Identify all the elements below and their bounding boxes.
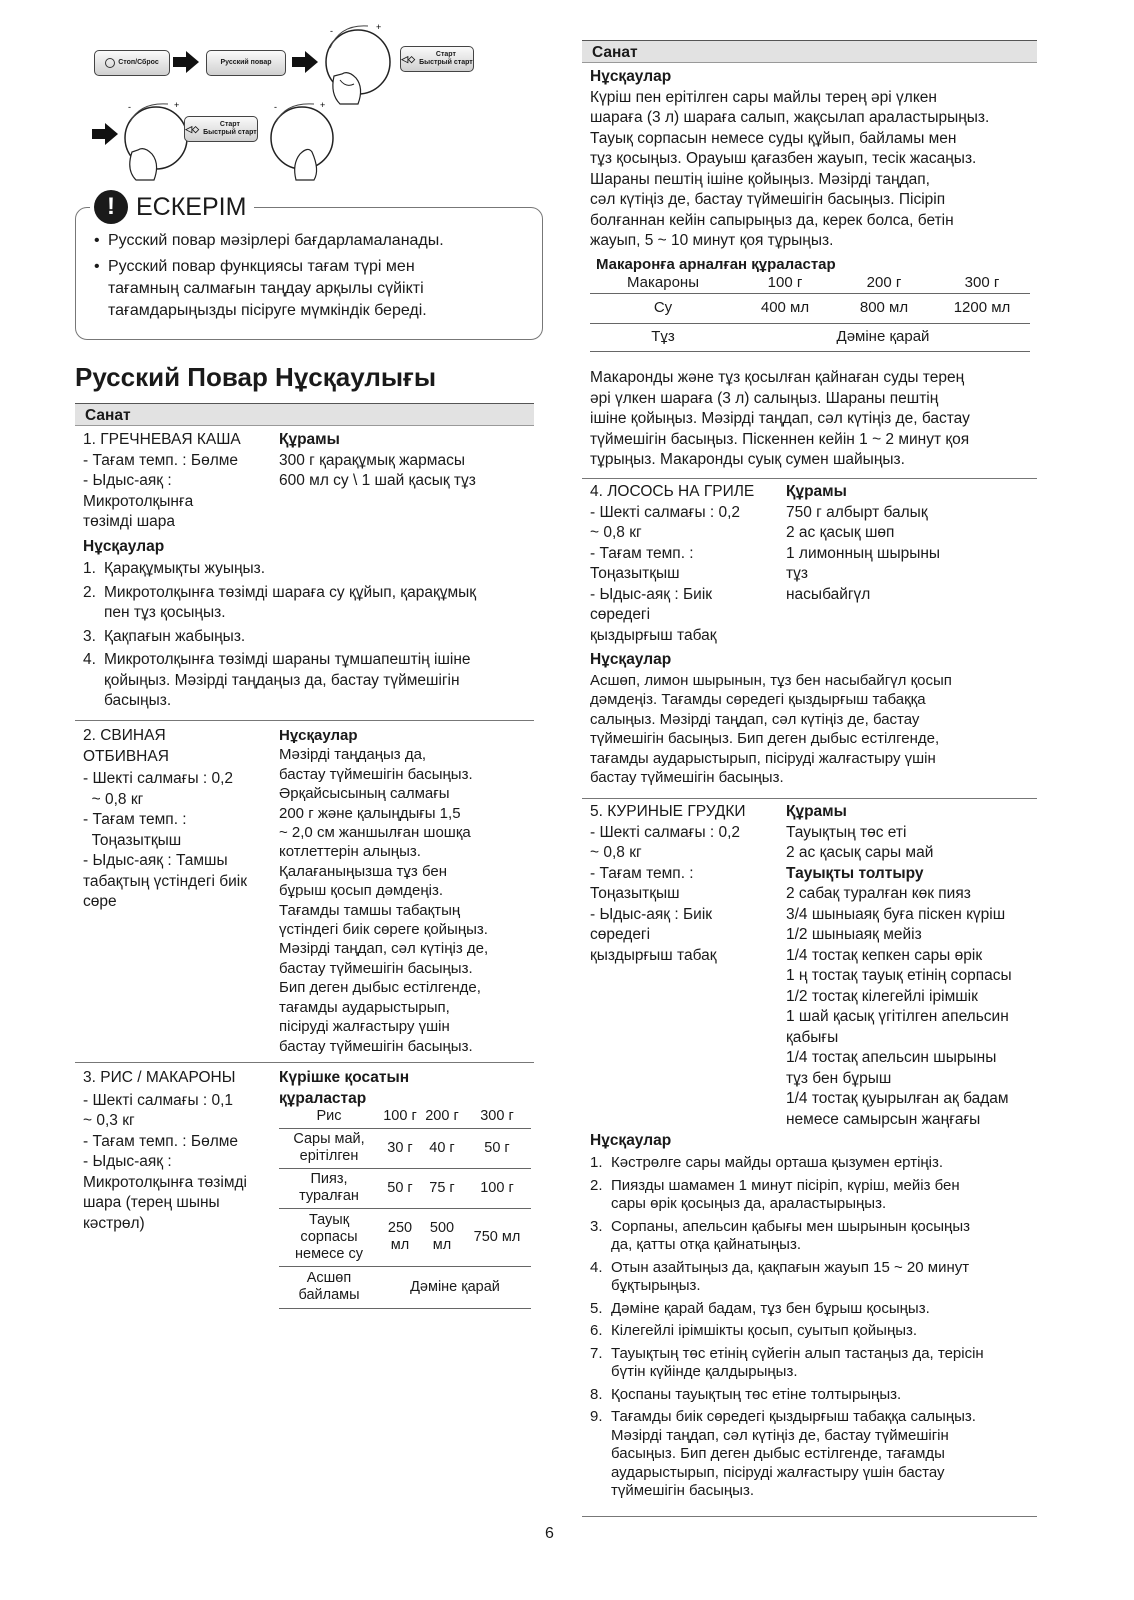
ingredient: 2 сабақ туралған көк пияз [786, 885, 971, 902]
recipe-title: 2. СВИНАЯ [83, 727, 166, 744]
recipe-param: - Ыдыс-аяқ : [83, 472, 172, 489]
recipe-param: - Ыдыс-аяқ : Биік [590, 905, 713, 923]
ingredient: 1/4 тостақ апельсин шырыны [786, 1049, 997, 1066]
table-header-row: Рис 100 г 200 г 300 г [316, 1108, 514, 1125]
start-icon: ◁◇ [185, 124, 200, 134]
instruction-step: 9. Тағамды биік сөредегі қыздырғыш табаққа салыңыз. Мәзірді таңдап, сәл күтіңіз де, бастау түймешігін басыңыз. Бип деген дыбыс естілгенде, тағамды аударыстырып, пісіруді жалғастыру үшін бастау түймешігін басыңыз. [590, 1408, 976, 1499]
recipe-param: шара (терең шыны [83, 1194, 220, 1211]
ingredient: 3/4 шыныаяқ буға піскен күріш [786, 905, 1006, 923]
section-divider [582, 1516, 1037, 1517]
russian-cook-label: Русский повар [220, 59, 272, 66]
filling-heading: Тауықты толтыру [786, 864, 924, 882]
dial-hand-icon [264, 96, 344, 189]
ingredient: тұз [786, 565, 808, 582]
stop-icon [105, 58, 115, 68]
instruction-step: 3. Сорпаны, апельсин қабығы мен шырынын қосыңыз да, қатты отқа қайнатыңыз. [590, 1217, 970, 1253]
recipe-param: сөре [83, 893, 117, 910]
quick-start-label: Быстрый старт [203, 129, 257, 136]
section-divider [75, 720, 534, 721]
ingredient: 1 лимонның шырыны [786, 544, 941, 562]
arrow-right-icon [173, 51, 199, 80]
ingredients-heading: Құрамы [786, 803, 847, 820]
recipe-param: сөредегі [590, 926, 651, 943]
instruction-step: 1. Кәстрөлге сары майды орташа қызумен ертіңіз. [590, 1154, 944, 1171]
section-divider [582, 478, 1037, 479]
start-button-illustration [400, 46, 474, 72]
recipe-param: Тоңазытқыш [590, 565, 680, 582]
page-title: Русский Повар Нұсқаулығы [75, 362, 437, 392]
ingredient: тұз бен бұрыш [786, 1069, 892, 1087]
chicken-instructions [590, 1131, 1036, 1501]
pasta-ingredients-table [590, 274, 1030, 352]
category-header: Санат [75, 403, 534, 426]
recipe-title: 3. РИС / МАКАРОНЫ [83, 1069, 236, 1086]
instruction-step: 4. Отын азайтыңыз да, қақпағын жауып 15 ~ 20 минут бұқтырыңыз. [590, 1258, 970, 1294]
recipe-param: ~ 0,3 кг [83, 1112, 135, 1129]
recipe-param: - Шекті салмағы : 0,2 [83, 770, 234, 787]
ingredient: 600 мл су \ 1 шай қасық тұз [279, 472, 476, 489]
recipe-title: ОТБИВНАЯ [83, 747, 169, 765]
note-title-area [90, 190, 254, 224]
recipe-param: - Шекті салмағы : 0,2 [590, 503, 741, 521]
recipe-param: - Тағам темп. : [590, 544, 694, 562]
recipe-param: Тоңазытқыш [590, 885, 680, 902]
instruction-step: 4. Микротолқынға төзімді шараны тұмшапештің ішіне қойыңыз. Мәзірді таңдаңыз да, бастау түймешігін басыңыз. [83, 651, 471, 709]
instructions-heading: Нұсқаулар [279, 727, 358, 744]
stop-reset-button-illustration [94, 50, 170, 76]
table-row: Асшөп байламы Дәміне қарай [279, 1266, 531, 1308]
recipe-param: қыздырғыш табақ [590, 626, 717, 644]
recipe-param: ~ 0,8 кг [590, 524, 642, 541]
recipe-param: Микротолқынға төзімді [83, 1173, 247, 1191]
svg-text:-: - [330, 26, 333, 36]
recipe-title: 5. КУРИНЫЕ ГРУДКИ [590, 803, 746, 820]
ingredient: 300 г қарақұмық жармасы [279, 451, 465, 469]
recipe-param: табақтың үстіндегі биік [83, 872, 248, 890]
ingredient: 1/2 шыныаяқ мейіз [786, 926, 922, 943]
recipe-param: сөредегі [590, 606, 651, 623]
ingredient: 2 ас қасық сары май [786, 844, 934, 861]
instructions-heading: Нұсқаулар [590, 1132, 672, 1149]
ingredients-heading: Құрамы [279, 431, 340, 448]
recipe-param: - Ыдыс-аяқ : [83, 1153, 172, 1170]
page-number: 6 [545, 1525, 554, 1542]
recipe-grilled-salmon: 4. ЛОСОСЬ НА ГРИЛЕ - Шекті салмағы : 0,2 ~ 0,8 кг - Тағам темп. : Тоңазытқыш - Ыдыс-аяқ : Биік сөредегі қыздырғыш табақ Құрамы 750 г албырт балық 2 ас қасық шөп 1 лимонның шырыны тұз насыбайгүл Нұсқаулар Асшөп, лимон шырынын, тұз бен насыбайгүл қосып дәмдеңіз. Тағамды сөредегі қыздырғыш табаққа салыңыз. Мәзірді таңдап, сәл күтіңіз де, бастау түймешігін басыңыз. Бип деген дыбыс естілгенде, тағамды аударыстырып, пісіруді жалғастыру үшін бастау түймешігін басыңыз. [590, 482, 1036, 788]
instruction-step: 6. Кілегейлі ірімшікты қосып, суытып қойыңыз. [590, 1322, 918, 1339]
ingredient: Тауықтың төс еті [786, 823, 907, 841]
note-title: ЕСКЕРІМ [136, 193, 247, 221]
recipe-title: 1. ГРЕЧНЕВАЯ КАША [83, 431, 241, 448]
ingredient: насыбайгүл [786, 585, 871, 603]
recipe-param: ~ 0,8 кг [83, 790, 144, 808]
rice-instructions: Нұсқаулар Күріш пен ерітілген сары майлы терең әрі үлкен шараға (3 л) шараға салып, жақсылап араластырыңыз. Тауық сорпасын немесе суды құйып, байламы мен тұз қосыңыз. Орауыш қағазбен жауып, тесік жасаңыз. Шараны пештің ішіне қойыңыз. Мәзірді таңдап, сәл күтіңіз де, бастау түймешігін басыңыз. Пісіріп болғаннан кейін сапырыңыз да, керек болса, бетін жауып, 5 ~ 10 минут қоя тұрыңыз. [590, 67, 1036, 252]
ingredient: 1/4 тостақ қуырылған ақ бадам [786, 1090, 1009, 1107]
instruction-step: 2. Пиязды шамамен 1 минут пісіріп, күріш, мейіз бен сары өрік қосыңыз да, араластырыңыз. [590, 1176, 960, 1212]
ingredient: қабығы [786, 1028, 839, 1046]
recipe-param: - Ыдыс-аяқ : Биік [590, 585, 713, 603]
instruction-step: 7. Тауықтың төс етінің сүйегін алып тастаңыз да, терісін бүтін күйінде қалдырыңыз. [590, 1344, 984, 1380]
recipe-param: - Шекті салмағы : 0,2 [590, 823, 741, 841]
instruction-step: 8. Қоспаны тауықтың төс етіне толтырыңыз. [590, 1385, 902, 1403]
svg-text:+: + [320, 100, 326, 110]
start-icon: ◁◇ [401, 54, 416, 64]
instruction-step: 3. Қақпағын жабыңыз. [83, 627, 246, 645]
recipe-param: кәстрөл) [83, 1214, 145, 1232]
recipe-title: 4. ЛОСОСЬ НА ГРИЛЕ [590, 483, 755, 500]
note-bullets [94, 230, 534, 322]
recipe-param: - Тағам темп. : [83, 811, 187, 828]
ingredient: 1/4 тостақ кепкен сары өрік [786, 946, 983, 964]
rice-ingredients-heading: Күрішке қосатын құраластар [279, 1069, 410, 1107]
ingredient: 1 ң тостақ тауық етінің сорпасы [786, 967, 1012, 984]
recipe-param: төзімді шара [83, 513, 176, 530]
ingredient: 2 ас қасық шөп [786, 524, 895, 541]
instruction-step: 5. Дәміне қарай бадам, тұз бен бұрыш қосыңыз. [590, 1299, 930, 1317]
ingredient: 1 шай қасық үгітілген апельсин [786, 1008, 1009, 1025]
recipe-buckwheat [83, 430, 533, 712]
ingredient: 1/2 тостақ кілегейлі ірімшік [786, 987, 978, 1005]
recipe-param: - Шекті салмағы : 0,1 [83, 1091, 234, 1109]
instruction-list [590, 1154, 1036, 1501]
russian-cook-button-illustration [206, 50, 286, 76]
instruction-list [83, 559, 533, 712]
table-row: Су 400 мл 800 мл 1200 мл [590, 293, 1030, 323]
ingredients-heading: Құрамы [786, 483, 847, 500]
note-bullet: • Русский повар функциясы тағам түрі мен тағамның салмағын таңдау арқылы сүйікті тағамдарыңызды пісіруге мүмкіндік береді. [94, 258, 427, 319]
recipe-param: Микротолқынға [83, 492, 194, 510]
instruction-step: 2. Микротолқынға төзімді шараға су құйып, қарақұмық пен тұз қосыңыз. [83, 583, 477, 621]
button-sequence-diagram [88, 18, 498, 178]
recipe-chicken-breast [590, 802, 1036, 1130]
recipe-param: ~ 0,8 кг [590, 844, 642, 861]
instructions-heading: Нұсқаулар [590, 68, 672, 85]
instruction-step: 1. Қарақұмықты жуыңыз. [83, 560, 266, 577]
rice-ingredients-table [279, 1106, 531, 1309]
pasta-instructions: Макаронды және тұз қосылған қайнаған суды терең әрі үлкен шараға (3 л) салыңыз. Шараны пештің ішіне қойыңыз. Мәзірді таңдап, сәл күтіңіз де, бастау түймешігін басыңыз. Піскеннен кейін 1 ~ 2 минут қоя тұрыңыз. Макаронды суық сумен шайыңыз. [590, 369, 970, 468]
start-button-illustration [184, 116, 258, 142]
table-row: Сары май, ерітілген 30 г 40 г 50 г [279, 1128, 531, 1168]
instructions-heading: Нұсқаулар [590, 651, 672, 668]
arrow-right-icon [92, 123, 118, 152]
recipe-param: - Тағам темп. : Бөлме [83, 1132, 239, 1150]
svg-text:+: + [376, 22, 382, 32]
start-label: Старт [219, 121, 240, 128]
section-divider [582, 798, 1037, 799]
start-label: Старт [435, 51, 456, 58]
recipe-param: - Тағам темп. : [590, 864, 694, 882]
pasta-ingredients-heading: Макаронға арналған құраластар [596, 256, 836, 273]
section-divider [75, 1062, 534, 1063]
recipe-param: қыздырғыш табақ [590, 946, 717, 964]
category-header: Санат [582, 40, 1037, 63]
table-header-row: Макароны 100 г 200 г 300 г [590, 274, 1030, 293]
svg-text:-: - [274, 102, 277, 112]
recipe-param: - Ыдыс-аяқ : Тамшы [83, 852, 228, 869]
quick-start-label: Быстрый старт [419, 59, 473, 66]
svg-text:-: - [128, 102, 131, 112]
recipe-param: Тоңазытқыш [83, 831, 182, 849]
arrow-right-icon [292, 51, 318, 80]
ingredient: немесе самырсын жаңғағы [786, 1110, 981, 1128]
stop-reset-label: Стоп/Сброс [118, 59, 159, 66]
note-bullet: • Русский повар мәзірлері бағдарламаланады. [94, 232, 444, 249]
instructions-heading: Нұсқаулар [83, 537, 165, 555]
exclamation-icon: ! [94, 190, 128, 224]
recipe-pork-chop: 2. СВИНАЯ ОТБИВНАЯ - Шекті салмағы : 0,2 ~ 0,8 кг - Тағам темп. : Тоңазытқыш - Ыдыс-аяқ : Тамшы табақтың үстіндегі биік сөре Нұсқаулар Мәзірді таңдаңыз да, бастау түймешігін басыңыз. Әрқайсысының салмағы 200 г және қалыңдығы 1,5 ~ 2,0 см жаншылған шошқа котлеттерін алыңыз. Қалағаныңызша тұз бен бұрыш қосып дәмдеңіз. Тағамды тамшы табақтың үстіндегі биік сөреге қойыңыз. Мәзірді таңдап, сәл күтіңіз де, бастау түймешігін басыңыз. Бип деген дыбыс естілгенде, тағамды аударыстырып, пісіруді жалғастыру үшін бастау түймешігін басыңыз. [83, 727, 489, 1055]
ingredient: 750 г албырт балық [786, 503, 928, 521]
table-row: Пияз, туралған 50 г 75 г 100 г [279, 1168, 531, 1208]
table-row: Тұз Дәміне қарай [590, 323, 1030, 351]
svg-text:+: + [174, 100, 180, 110]
dial-hand-icon [118, 96, 198, 189]
table-row: Тауық сорпасы немесе су 250 мл 500 мл 750 мл [279, 1208, 531, 1266]
recipe-param: - Тағам темп. : Бөлме [83, 451, 239, 469]
